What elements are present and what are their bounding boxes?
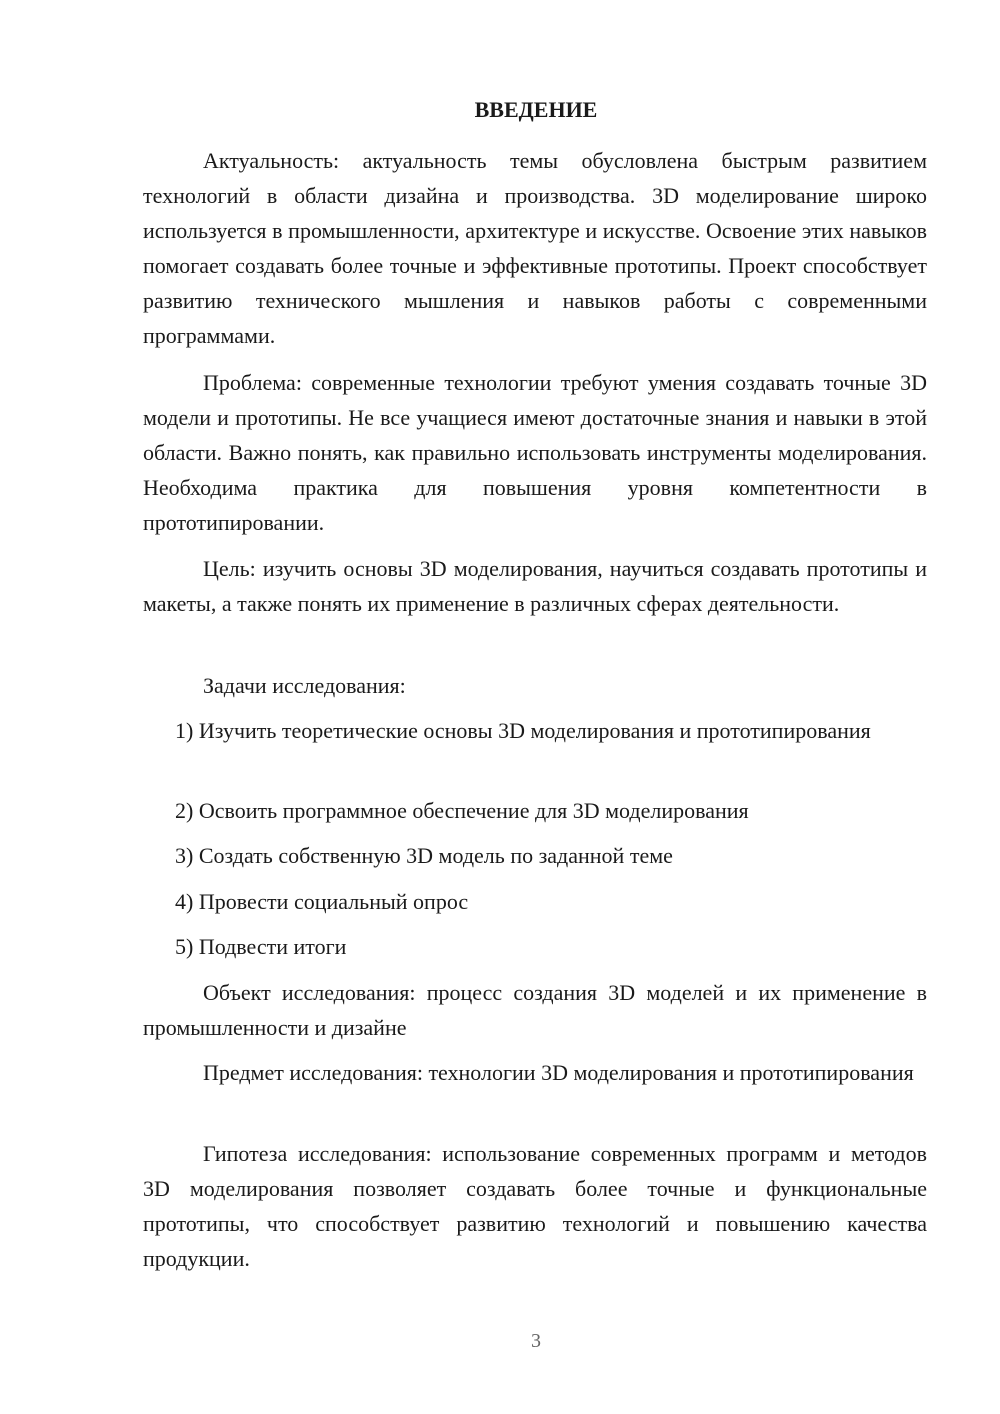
goal-paragraph: Цель: изучить основы 3D моделирования, научиться создавать прототипы и макеты, а также понять их применение в различных сферах деятельности. bbox=[143, 556, 927, 616]
page-title: ВВЕДЕНИЕ bbox=[474, 97, 598, 122]
task-item-1: 1) Изучить теоретические основы 3D моделирования и прототипирования bbox=[175, 718, 871, 743]
subject-paragraph: Предмет исследования: технологии 3D моделирования и прототипирования bbox=[203, 1060, 914, 1085]
task-item-4: 4) Провести социальный опрос bbox=[175, 889, 469, 914]
tasks-title: Задачи исследования: bbox=[203, 673, 406, 698]
task-item-2: 2) Освоить программное обеспечение для 3D моделирования bbox=[175, 798, 749, 823]
problem-paragraph: Проблема: современные технологии требуют умения создавать точные 3D модели и прототипы. Не все учащиеся имеют достаточные знания и навыки в этой области. Важно понять, как правильно использовать инструменты моделирования. Необходима практика для повышения уровня компетентности в прототипировании. bbox=[143, 370, 927, 535]
task-item-5: 5) Подвести итоги bbox=[175, 934, 347, 959]
actuality-paragraph: Актуальность: актуальность темы обусловлена быстрым развитием технологий в области дизайна и производства. 3D моделирование широко используется в промышленности, архитектуре и искусстве. Освоение этих навыков помогает создавать более точные и эффективные прототипы. Проект способствует развитию технического мышления и навыков работы с современными программами. bbox=[143, 148, 927, 348]
object-paragraph: Объект исследования: процесс создания 3D моделей и их применение в промышленности и дизайне bbox=[143, 980, 927, 1040]
hypothesis-paragraph: Гипотеза исследования: использование современных программ и методов 3D моделирования позволяет создавать более точные и функциональные прототипы, что способствует развитию технологий и повышению качества продукции. bbox=[143, 1141, 927, 1271]
task-item-3: 3) Создать собственную 3D модель по заданной теме bbox=[175, 843, 673, 868]
page-number: 3 bbox=[531, 1330, 541, 1352]
